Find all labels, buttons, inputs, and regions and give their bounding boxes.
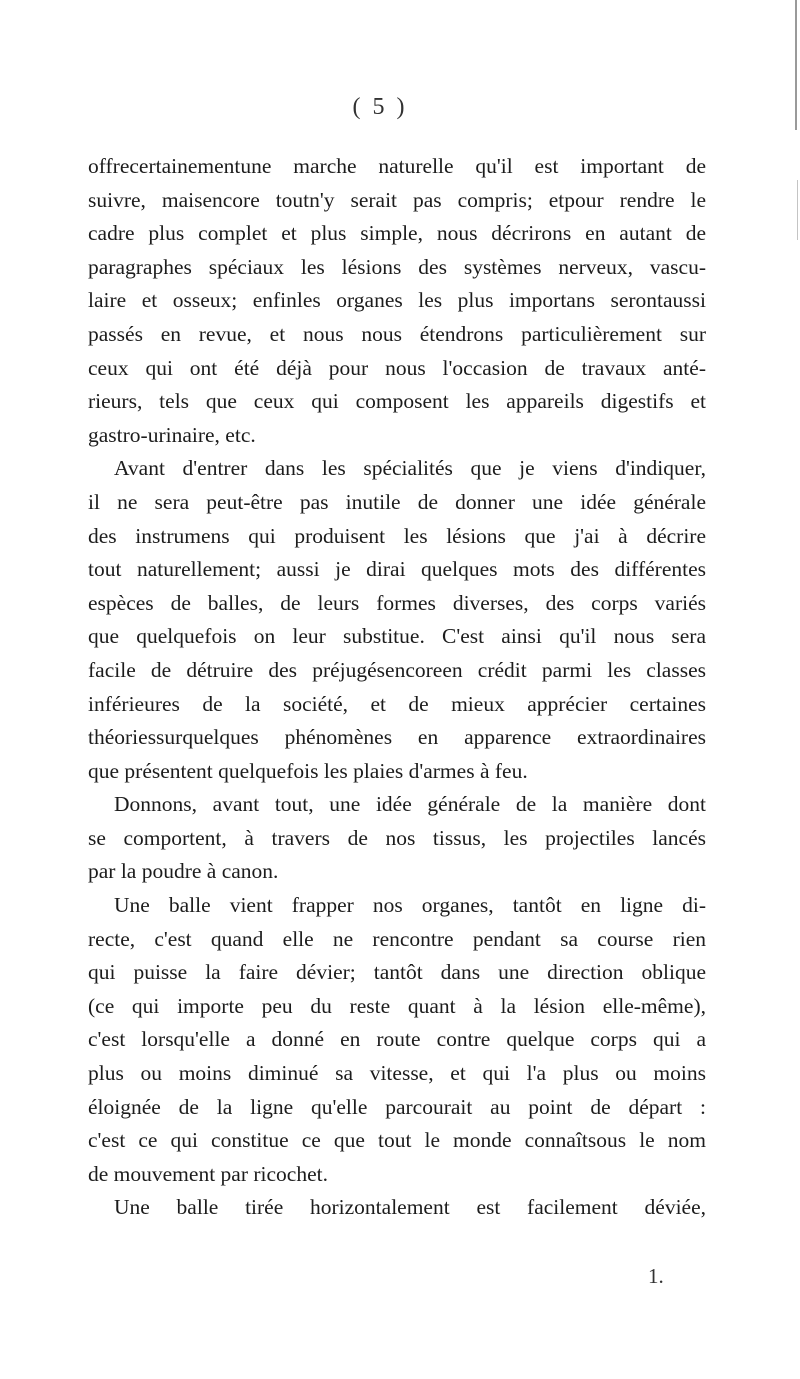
- text-line: facile de détruire des préjugésencoreen crédit parmi les classes: [88, 657, 706, 682]
- text-line: des instrumens qui produisent les lésions que j'ai à décrire: [88, 523, 706, 548]
- text-line: paragraphes spéciaux les lésions des systèmes nerveux, vascu-: [88, 254, 706, 279]
- text-line: de mouvement par ricochet.: [88, 1161, 328, 1186]
- text-line: recte, c'est quand elle ne rencontre pendant sa course rien: [88, 926, 706, 951]
- text-line: qui puisse la faire dévier; tantôt dans une direction oblique: [88, 960, 706, 985]
- signature-mark: 1.: [648, 1264, 664, 1288]
- text-line: gastro-urinaire, etc.: [88, 422, 256, 447]
- text-line: plus ou moins diminué sa vitesse, et qui l'a plus ou moins: [88, 1061, 706, 1086]
- text-line: c'est lorsqu'elle a donné en route contre quelque corps qui a: [88, 1027, 706, 1052]
- text-line: suivre, maisencore toutn'y serait pas compris; etpour rendre le: [88, 187, 706, 212]
- body-text: [88, 150, 706, 1225]
- text-line: (ce qui importe peu du reste quant à la lésion elle-même),: [88, 993, 706, 1018]
- text-line: se comportent, à travers de nos tissus, les projectiles lancés: [88, 825, 706, 850]
- text-line: passés en revue, et nous nous étendrons particulièrement sur: [88, 321, 706, 346]
- text-line: Une balle tirée horizontalement est facilement déviée,: [114, 1195, 706, 1220]
- page-number: ( 5 ): [352, 94, 408, 120]
- text-line: théoriessurquelques phénomènes en apparence extraordinaires: [88, 725, 706, 750]
- text-line: inférieures de la société, et de mieux apprécier certaines: [88, 691, 706, 716]
- text-line: Avant d'entrer dans les spécialités que je viens d'indiquer,: [114, 456, 706, 481]
- text-line: offrecertainementune marche naturelle qu'il est important de: [88, 154, 706, 178]
- page-edge-mark: [795, 0, 797, 130]
- text-line: espèces de balles, de leurs formes diverses, des corps variés: [88, 590, 706, 615]
- text-line: que présentent quelquefois les plaies d'armes à feu.: [88, 758, 528, 783]
- text-line: il ne sera peut-être pas inutile de donner une idée générale: [88, 489, 706, 514]
- text-line: laire et osseux; enfinles organes les plus importans serontaussi: [88, 288, 706, 313]
- text-line: rieurs, tels que ceux qui composent les appareils digestifs et: [88, 389, 706, 414]
- text-line: Donnons, avant tout, une idée générale de la manière dont: [114, 792, 706, 817]
- text-line: ceux qui ont été déjà pour nous l'occasion de travaux anté-: [88, 355, 706, 380]
- text-line: éloignée de la ligne qu'elle parcourait au point de départ :: [88, 1094, 706, 1119]
- text-line: que quelquefois on leur substitue. C'est ainsi qu'il nous sera: [88, 624, 706, 649]
- text-line: Une balle vient frapper nos organes, tantôt en ligne di-: [114, 893, 706, 918]
- text-line: cadre plus complet et plus simple, nous décrirons en autant de: [88, 221, 706, 246]
- text-line: par la poudre à canon.: [88, 859, 279, 884]
- page-edge-mark-secondary: [797, 180, 798, 240]
- text-line: tout naturellement; aussi je dirai quelques mots des différentes: [88, 557, 706, 582]
- text-line: c'est ce qui constitue ce que tout le monde connaîtsous le nom: [88, 1128, 706, 1153]
